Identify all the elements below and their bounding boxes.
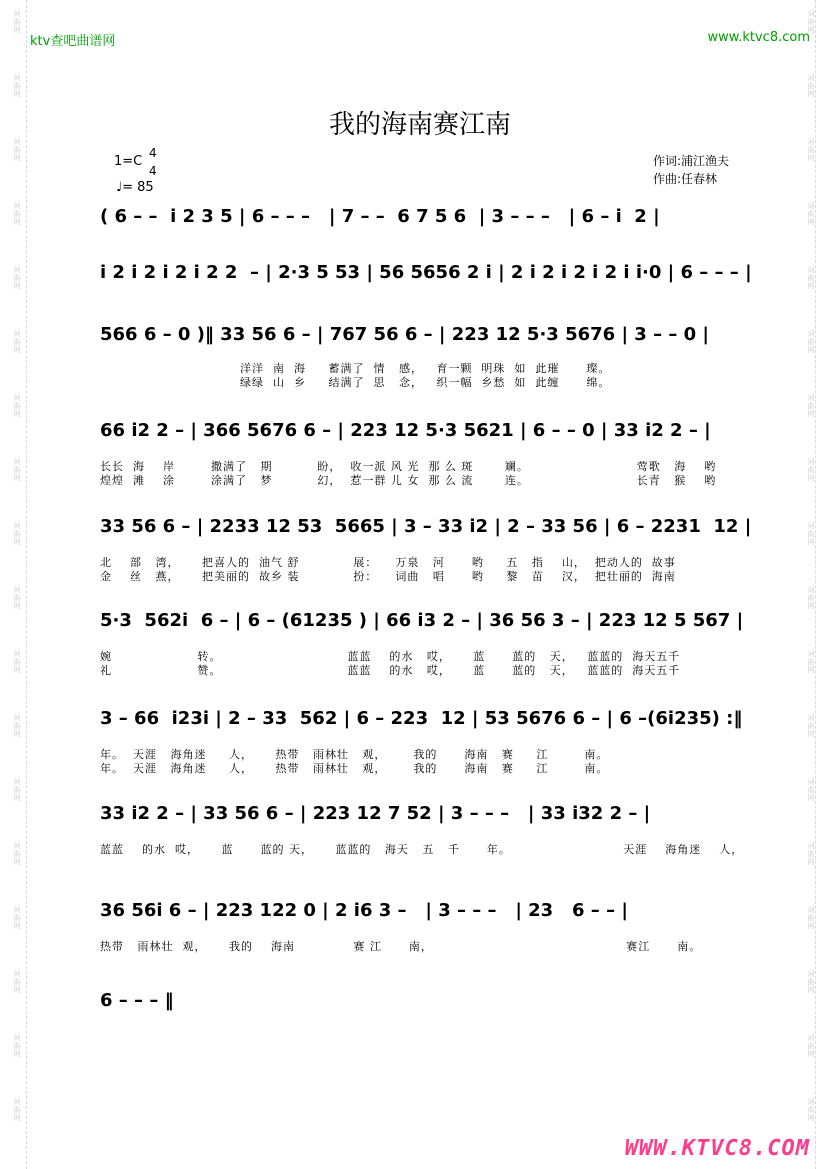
notation-line: 33 i2 2 – | 33 56 6 – | 223 12 7 52 | 3 – – – | 33 i32 2 – |: [100, 803, 651, 824]
notation-line: 66 i2 2 – | 366 5676 6 – | 223 12 5·3 5621 | 6 – – 0 | 33 i2 2 – |: [100, 420, 711, 441]
side-watermark: 词曲网: [807, 778, 815, 802]
side-watermark: 词曲网: [807, 522, 815, 546]
side-watermark: 词曲网: [807, 1034, 815, 1058]
side-watermark: 词曲网: [13, 202, 21, 226]
side-watermark: 词曲网: [13, 906, 21, 930]
side-watermark: 词曲网: [13, 650, 21, 674]
lyrics-verse-2: 绿绿 山 乡 结满了 思 念， 织一幅 乡愁 如 此缠 绵。: [240, 376, 611, 389]
side-watermark: 词曲网: [807, 586, 815, 610]
side-watermark: 词曲网: [807, 650, 815, 674]
side-watermark: 词曲网: [807, 842, 815, 866]
lyricist-credit: 作词:浦江渔夫: [653, 154, 730, 168]
side-watermark: 词曲网: [807, 10, 815, 34]
lyrics-verse-1: 长长 海 岸 撒满了 期 盼， 收一派 风 光 那 么 斑 斓。 莺歌 海 哟: [100, 460, 717, 473]
tempo-mark: [116, 180, 154, 195]
side-watermark: 词曲网: [13, 266, 21, 290]
side-watermark: 词曲网: [807, 394, 815, 418]
side-watermark: 词曲网: [13, 522, 21, 546]
notation-line: 566 6 – 0 )‖ 33 56 6 – | 767 56 6 – | 223 12 5·3 5676 | 3 – – 0 |: [100, 324, 709, 345]
key-signature: 1=C: [114, 154, 143, 169]
right-margin-dashline: [815, 0, 830, 1169]
time-signature-top: 4: [149, 146, 157, 160]
side-watermark: 词曲网: [807, 74, 815, 98]
side-watermark: 词曲网: [13, 1034, 21, 1058]
lyrics-verse-1: 婉 转。 蓝蓝 的水 哎， 蓝 蓝的 天， 蓝蓝的 海天五千: [100, 650, 681, 663]
lyrics-verse-1: 洋洋 南 海 蓄满了 情 感， 育一颗 明珠 如 此璀 璨。: [240, 362, 611, 375]
side-watermark: 词曲网: [13, 138, 21, 162]
side-watermark: 词曲网: [13, 330, 21, 354]
notation-line: 33 56 6 – | 2233 12 53 5665 | 3 – 33 i2 | 2 – 33 56 | 6 – 2231 12 |: [100, 516, 752, 537]
side-watermark: 词曲网: [13, 714, 21, 738]
tempo-value: = 85: [122, 180, 154, 195]
side-watermark: 词曲网: [807, 330, 815, 354]
side-watermark: 词曲网: [13, 10, 21, 34]
lyrics-verse-2: 年。 天涯 海角迷 人， 热带 雨林壮 观， 我的 海南 赛 江 南。: [100, 762, 609, 775]
lyrics-verse-1: 北 部 湾， 把喜人的 油气 舒 展： 万泉 河 哟 五 指 山， 把动人的 故事: [100, 556, 676, 569]
time-signature-bottom: 4: [149, 164, 157, 178]
side-watermark: 词曲网: [807, 202, 815, 226]
side-watermark: 词曲网: [807, 138, 815, 162]
side-watermark: 词曲网: [13, 778, 21, 802]
side-watermark: 词曲网: [807, 266, 815, 290]
footer-brand-logo: WWW.KTVC8.COM: [624, 1136, 810, 1161]
header-site-url[interactable]: www.ktvc8.com: [707, 30, 810, 45]
side-watermark: 词曲网: [13, 1098, 21, 1122]
side-watermark: 词曲网: [13, 970, 21, 994]
notation-line: 36 56i 6 – | 223 122 0 | 2 i6 3 – | 3 – – – | 23 6 – – |: [100, 900, 628, 921]
lyrics-verse-2: 金 丝 燕， 把美丽的 故乡 装 扮： 词曲 唱 哟 黎 苗 汉， 把壮丽的 海南: [100, 570, 676, 583]
notation-line: i 2 i 2 i 2 i 2 2 – | 2·3 5 53 | 56 5656 2 i | 2 i 2 i 2 i 2 i i·0 | 6 – – – |: [100, 262, 752, 283]
composer-credit: 作曲:任春林: [653, 172, 718, 186]
side-watermark: 词曲网: [807, 906, 815, 930]
side-watermark: 词曲网: [807, 1098, 815, 1122]
notation-line: 3 – 66 i23i | 2 – 33 562 | 6 – 223 12 | 53 5676 6 – | 6 –(6i235) :‖: [100, 708, 743, 729]
side-watermark: 词曲网: [807, 970, 815, 994]
notation-line: 6 – – – ‖: [100, 990, 174, 1011]
header-site-name[interactable]: ktv查吧曲谱网: [30, 34, 116, 49]
notation-line: ( 6 – – i 2 3 5 | 6 – – – | 7 – – 6 7 5 6 | 3 – – – | 6 – i 2 |: [100, 206, 660, 227]
side-watermark: 词曲网: [807, 714, 815, 738]
lyrics-verse-2: 礼 赞。 蓝蓝 的水 哎， 蓝 蓝的 天， 蓝蓝的 海天五千: [100, 664, 681, 677]
side-watermark: 词曲网: [13, 842, 21, 866]
lyrics-line: 蓝蓝 的水 哎， 蓝 蓝的 天， 蓝蓝的 海天 五 千 年。 天涯 海角迷 人，: [100, 843, 744, 856]
lyrics-verse-2: 煌煌 滩 涂 涂满了 梦 幻， 惹一群 儿 女 那 么 流 连。 长青 猴 哟: [100, 474, 717, 487]
side-watermark: 词曲网: [13, 586, 21, 610]
lyrics-line: 热带 雨林壮 观， 我的 海南 赛 江 南， 赛江 南。: [100, 940, 702, 953]
side-watermark: 词曲网: [807, 458, 815, 482]
quarter-note-icon: ♩: [116, 180, 123, 195]
side-watermark: 词曲网: [13, 394, 21, 418]
lyrics-verse-1: 年。 天涯 海角迷 人， 热带 雨林壮 观， 我的 海南 赛 江 南。: [100, 748, 609, 761]
side-watermark: 词曲网: [13, 74, 21, 98]
song-title: 我的海南赛江南: [328, 110, 511, 140]
side-watermark: 词曲网: [13, 458, 21, 482]
notation-line: 5·3 562i 6 – | 6 – (61235 ) | 66 i3 2 – | 36 56 3 – | 223 12 5 567 |: [100, 610, 744, 631]
